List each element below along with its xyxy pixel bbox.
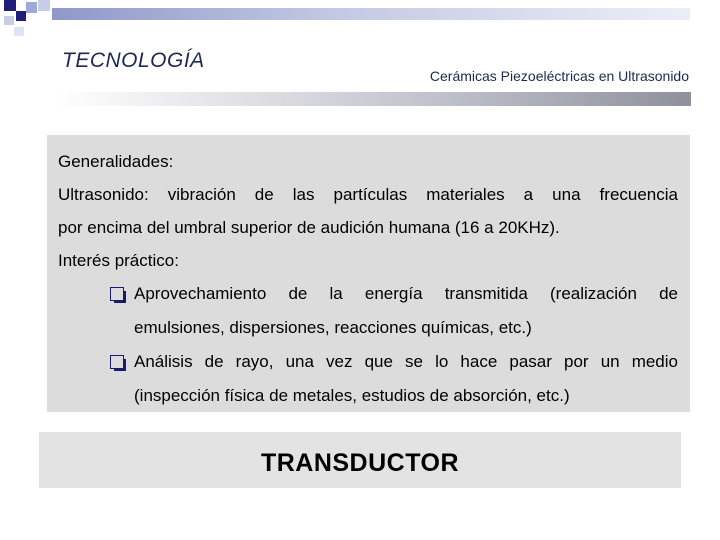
checkbox-bullet-icon [110, 287, 124, 301]
transducer-label: TRANSDUCTOR [260, 448, 460, 477]
decorative-square [26, 2, 37, 13]
transducer-box [39, 432, 681, 488]
decorative-square [4, 0, 16, 11]
bullet-item [58, 277, 678, 345]
bullet-text-line: Análisis de rayo, una vez que se lo hace pasar por un medio [134, 352, 678, 371]
top-gradient-band [52, 8, 690, 20]
definition-line: por encima del umbral superior de audición humana (16 a 20KHz). [58, 218, 560, 237]
bullet-text-line: (inspección física de metales, estudios de absorción, etc.) [134, 386, 570, 405]
interest-heading: Interés práctico: [58, 251, 179, 270]
section-heading: Generalidades: [58, 152, 174, 171]
checkbox-bullet-icon [110, 355, 124, 369]
slide-subtitle: Cerámicas Piezoeléctricas en Ultrasonido [429, 68, 689, 84]
bullet-item [58, 345, 678, 413]
decorative-square [38, 0, 50, 11]
decorative-square [14, 27, 24, 36]
slide-title: TECNOLOGÍA [62, 49, 205, 72]
definition-line: Ultrasonido: vibración de las partículas materiales a una frecuencia [58, 185, 678, 204]
decorative-square [16, 11, 26, 21]
decorative-square [4, 16, 14, 25]
bullet-text-line: emulsiones, dispersiones, reacciones químicas, etc.) [134, 318, 532, 337]
content-box [47, 135, 690, 412]
header-shadow-bar [55, 92, 691, 106]
bullet-text-line: Aprovechamiento de la energía transmitida (realización de [134, 284, 678, 303]
